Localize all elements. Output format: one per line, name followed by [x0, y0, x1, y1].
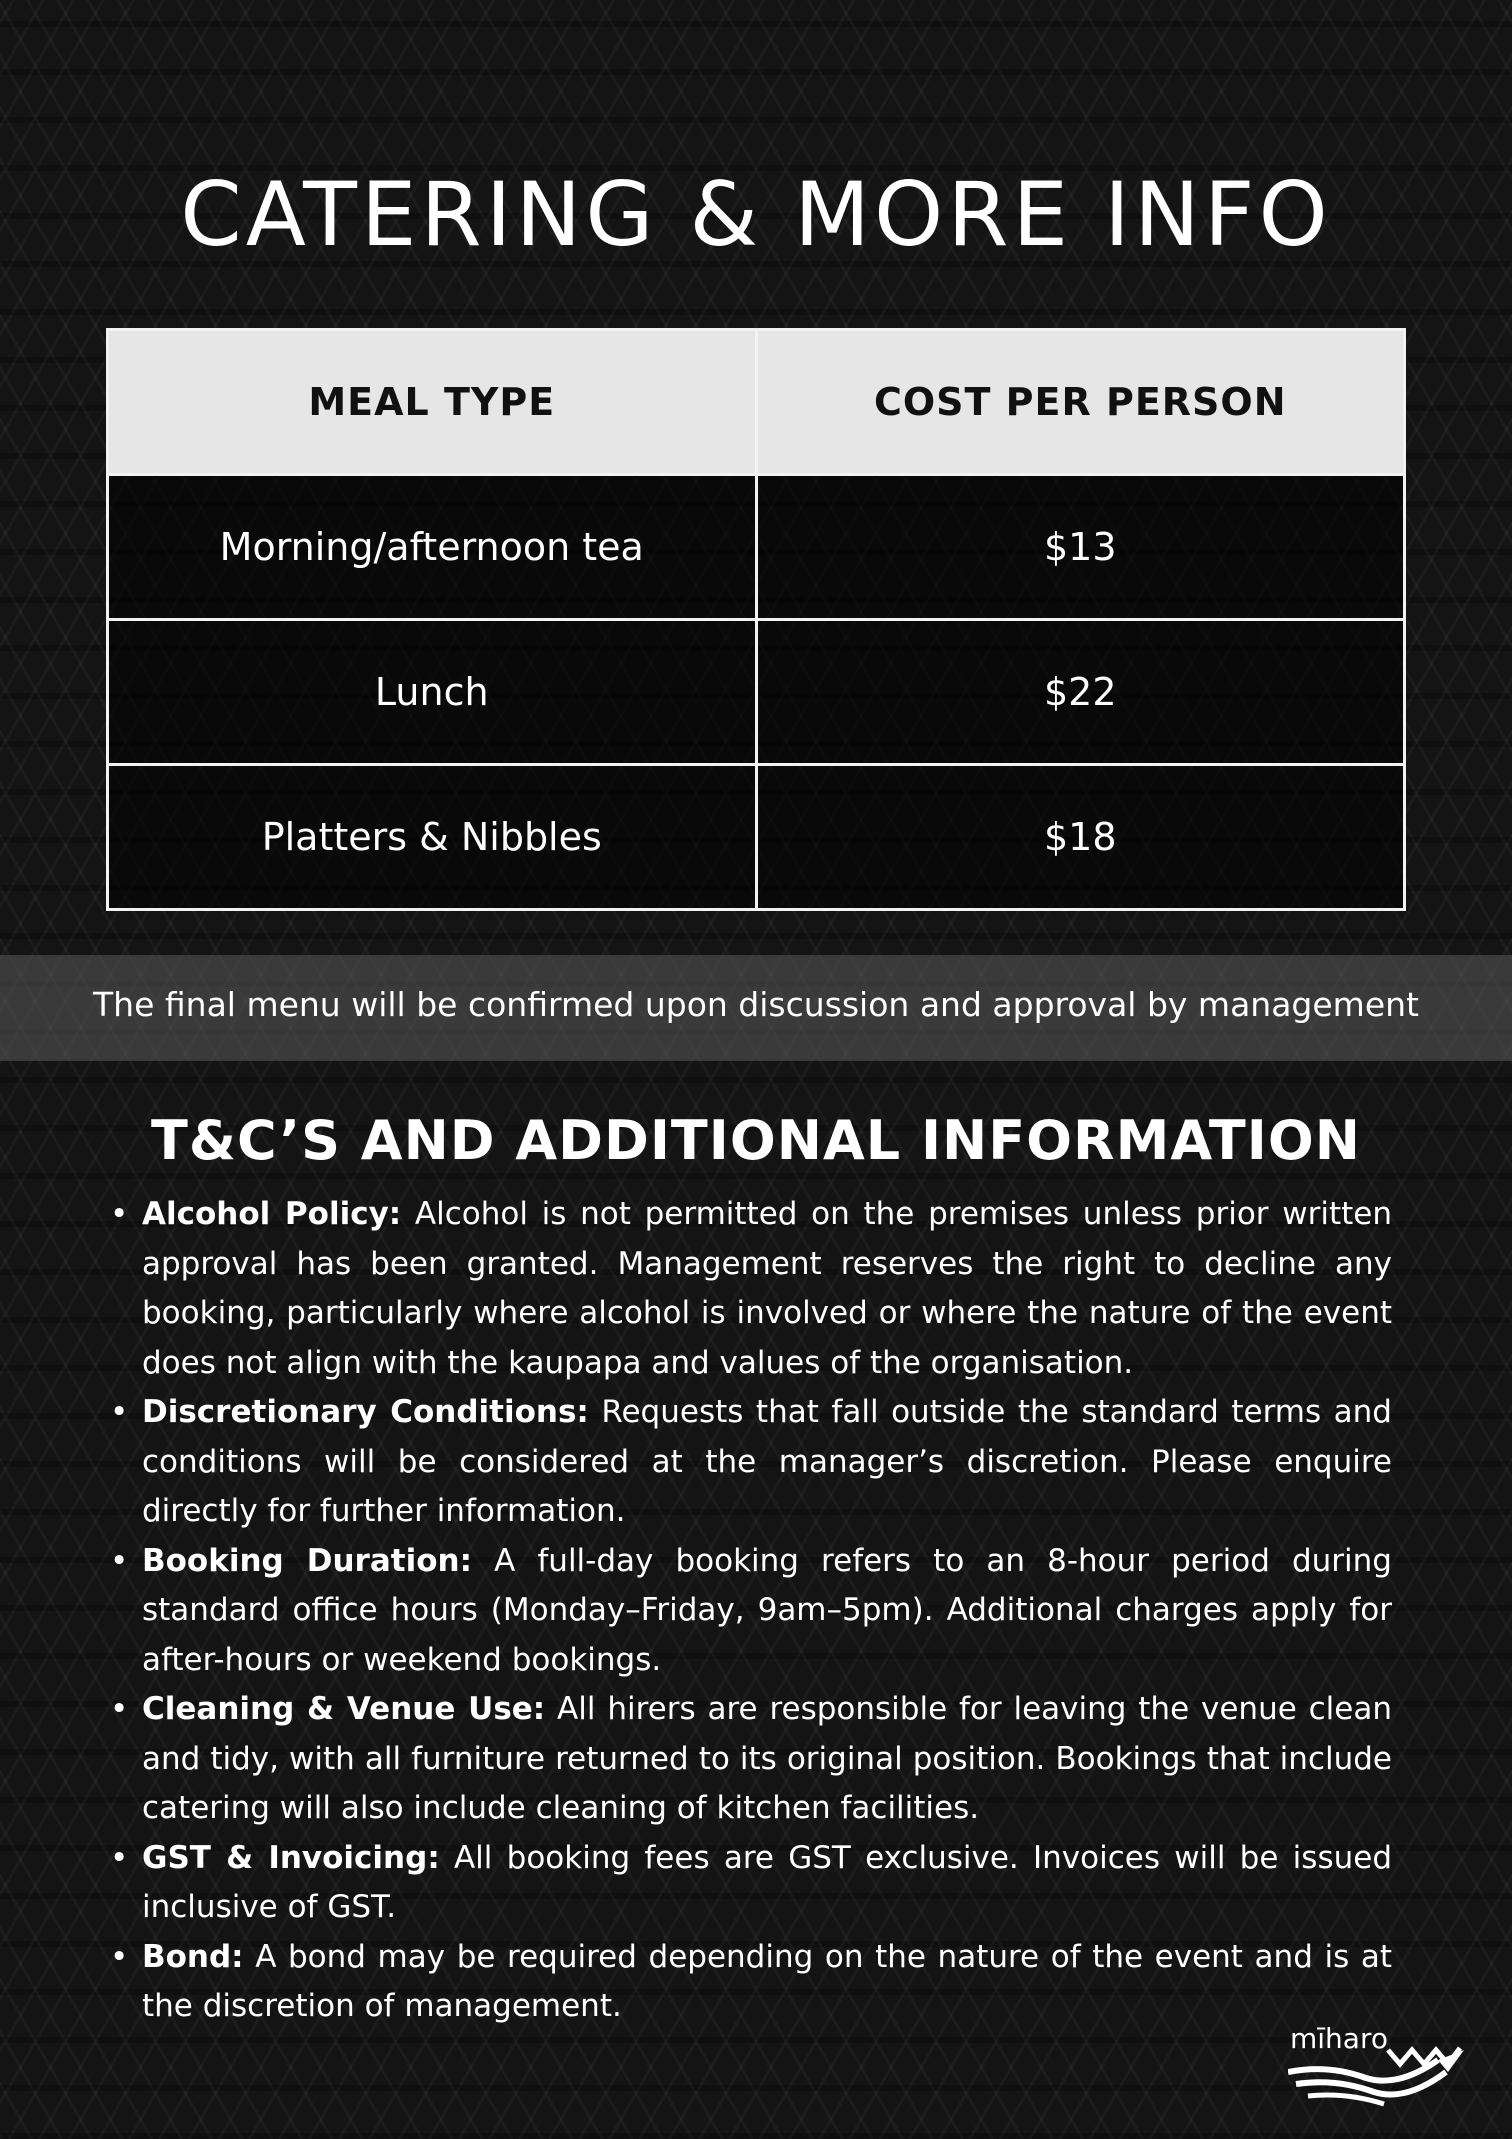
term-text: All hirers are responsible for leaving the venue clean and tidy, with all furniture returned to its original position. Bookings that include catering will also include cleaning of kitchen facilities.: [142, 1691, 1393, 1826]
bullet-icon: •: [110, 1394, 129, 1430]
term-label: Bond:: [142, 1938, 244, 1975]
catering-price-table: [106, 328, 1406, 911]
table-row: [108, 765, 1405, 910]
list-item: [110, 1388, 1392, 1537]
term-text: A full-day booking refers to an 8-hour period during standard office hours (Monday–Friday, 9am–5pm). Additional charges apply for after-hours or weekend bookings.: [142, 1542, 1392, 1678]
bullet-icon: •: [110, 1542, 129, 1579]
cost-cell: $13: [756, 475, 1405, 620]
term-label: GST & Invoicing:: [142, 1839, 440, 1876]
bullet-icon: •: [110, 1196, 129, 1232]
term-text: All booking fees are GST exclusive. Invoices will be issued inclusive of GST.: [142, 1839, 1392, 1925]
list-item: [110, 1190, 1392, 1388]
meal-type-cell: Platters & Nibbles: [108, 765, 757, 910]
menu-note: The final menu will be confirmed upon discussion and approval by management: [93, 985, 1419, 1024]
term-text: Alcohol is not permitted on the premises unless prior written approval has been granted. Management reserves the right to decline any booking, particularly where alcohol is involved or where the nature of the event does not align with the kaupapa and values of the organisation.: [142, 1196, 1392, 1381]
terms-heading: T&C’S AND ADDITIONAL INFORMATION: [151, 1109, 1361, 1172]
term-text: Requests that fall outside the standard terms and conditions will be considered at the manager’s discretion. Please enquire directly for further information.: [142, 1394, 1392, 1529]
meal-type-cell: Morning/afternoon tea: [108, 475, 757, 620]
table-header-row: [108, 330, 1405, 475]
logo-text: mīharo: [1290, 2022, 1388, 2055]
term-text: A bond may be required depending on the nature of the event and is at the discretion of management.: [142, 1938, 1392, 2024]
meal-type-cell: Lunch: [108, 620, 757, 765]
cost-cell: $22: [756, 620, 1405, 765]
bullet-icon: •: [110, 1691, 129, 1727]
terms-list: [110, 1190, 1393, 2032]
header-meal-type: MEAL TYPE: [108, 330, 757, 475]
term-label: Booking Duration:: [142, 1542, 472, 1579]
term-label: Discretionary Conditions:: [142, 1394, 589, 1430]
list-item: [110, 1537, 1392, 1686]
list-item: [110, 1933, 1392, 2032]
cost-cell: $18: [756, 765, 1405, 910]
header-cost-per-person: COST PER PERSON: [756, 330, 1405, 475]
term-label: Cleaning & Venue Use:: [142, 1691, 546, 1727]
table-row: [108, 620, 1405, 765]
list-item: [110, 1685, 1393, 1834]
term-label: Alcohol Policy:: [142, 1196, 402, 1232]
bullet-icon: •: [110, 1938, 129, 1975]
list-item: [110, 1834, 1392, 1933]
bullet-icon: •: [110, 1839, 129, 1876]
table-row: [108, 475, 1405, 620]
miharo-wave-logo-icon: [1288, 2020, 1468, 2110]
page-title: CATERING & MORE INFO: [180, 163, 1332, 266]
